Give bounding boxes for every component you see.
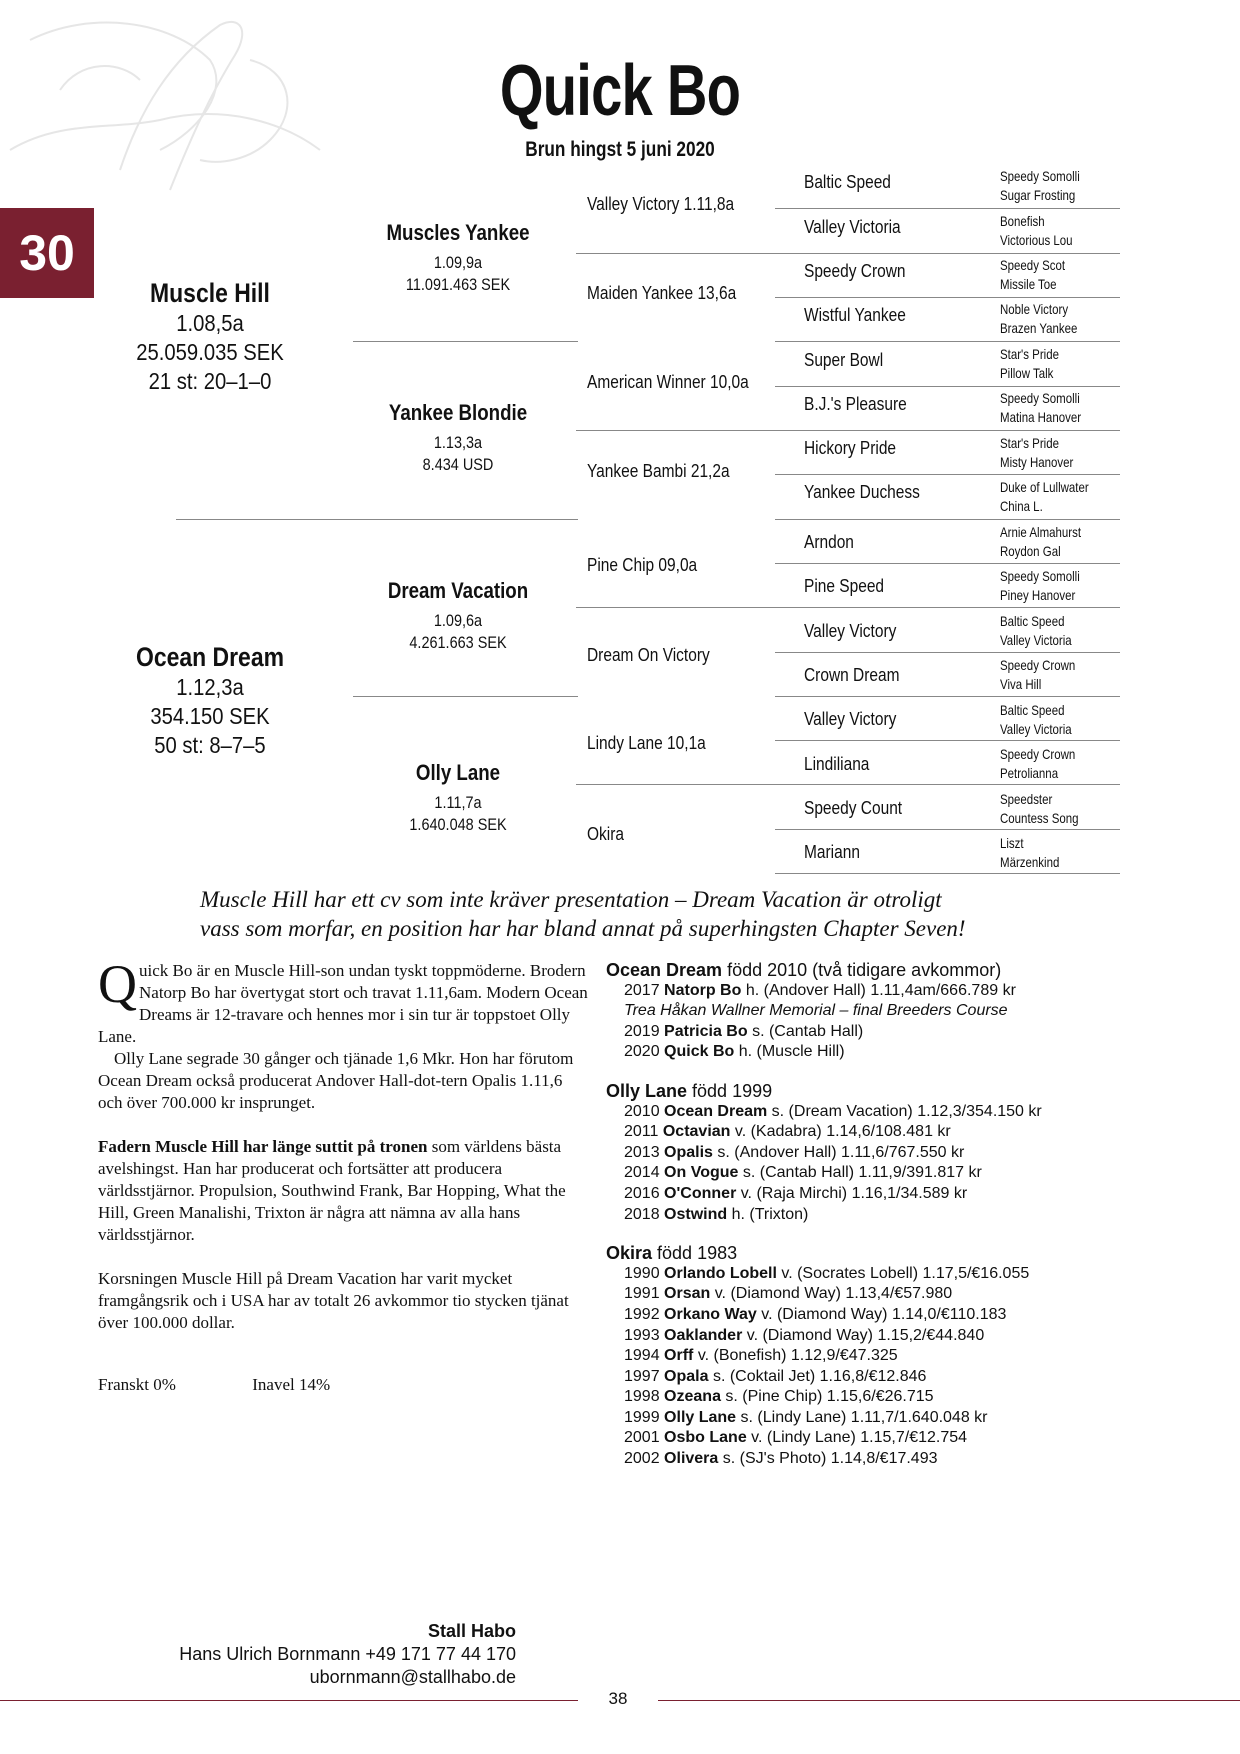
- offspring-row: 1993 Oaklander v. (Diamond Way) 1.15,2/€44.840: [624, 1326, 985, 1344]
- pedigree-gen5-pair: Star's Pride Pillow Talk: [1000, 346, 1059, 381]
- offspring-row: 1994 Orff v. (Bonefish) 1.12,9/€47.325: [624, 1347, 898, 1365]
- pedigree-gen5-pair: Speedy Crown Petrolianna: [1000, 746, 1076, 781]
- divider-gen4: [775, 208, 1120, 209]
- offspring-row: 1990 Orlando Lobell v. (Socrates Lobell) 1.17,5/€16.055: [624, 1264, 1030, 1282]
- pedigree-gen2-item: Olly Lane 1.11,7a 1.640.048 SEK: [409, 760, 507, 834]
- divider-gen3: [576, 430, 775, 431]
- sire-record: 21 st: 20–1–0: [148, 368, 272, 394]
- pedigree-gen5-pair: Star's Pride Misty Hanover: [1000, 435, 1074, 470]
- pedigree-gen5-pair: Speedy Somolli Sugar Frosting: [1000, 168, 1080, 203]
- divider-gen4: [775, 474, 1120, 475]
- divider-gen2: [353, 696, 578, 697]
- pedigree-gen4-item: Valley Victoria: [804, 217, 901, 237]
- pedigree-gen4-item: Speedy Crown: [804, 261, 906, 281]
- divider-gen4: [775, 784, 1120, 785]
- offspring-row: 2019 Patricia Bo s. (Cantab Hall): [624, 1022, 864, 1040]
- divider-gen4: [775, 297, 1120, 298]
- divider-gen4: [775, 696, 1120, 697]
- divider-gen4: [775, 519, 1120, 520]
- offspring-row: 2018 Ostwind h. (Trixton): [624, 1205, 809, 1223]
- dam-record: [606, 960, 1126, 1063]
- footer-rule: [0, 1700, 578, 1701]
- pedigree-gen5-pair: Bonefish Victorious Lou: [1000, 213, 1073, 248]
- divider-gen4: [775, 341, 1120, 342]
- inbreeding-percentage: Inavel 14%: [252, 1375, 331, 1394]
- pedigree-gen2-item: Muscles Yankee 1.09,9a 11.091.463 SEK: [386, 220, 530, 294]
- offspring-row: 1992 Orkano Way v. (Diamond Way) 1.14,0/€110.183: [624, 1305, 1007, 1323]
- pedigree-gen5-pair: Noble Victory Brazen Yankee: [1000, 301, 1078, 336]
- offspring-row: 2020 Quick Bo h. (Muscle Hill): [624, 1043, 845, 1061]
- pedigree-gen3-item: Okira: [587, 824, 624, 844]
- divider-gen4: [775, 253, 1120, 254]
- pedigree-gen3-item: Valley Victory 1.11,8a: [587, 194, 735, 214]
- french-percentage: Franskt 0%: [98, 1375, 176, 1394]
- pedigree-gen4-item: B.J.'s Pleasure: [804, 394, 907, 414]
- horse-description: Brun hingst 5 juni 2020: [525, 138, 715, 161]
- offspring-row: 2014 On Vogue s. (Cantab Hall) 1.11,9/391.817 kr: [624, 1164, 982, 1182]
- offspring-row: 2002 Olivera s. (SJ's Photo) 1.14,8/€17.493: [624, 1450, 938, 1468]
- sire-block: [90, 278, 330, 396]
- dam-records: [606, 960, 1126, 1488]
- dam-heading: Olly Lane född 1999: [606, 1080, 773, 1101]
- pedigree-gen4-item: Speedy Count: [804, 798, 903, 818]
- pedigree-gen5-pair: Baltic Speed Valley Victoria: [1000, 613, 1072, 648]
- pedigree-gen5-pair: Baltic Speed Valley Victoria: [1000, 702, 1072, 737]
- pedigree-gen3-item: Yankee Bambi 21,2a: [587, 461, 730, 481]
- pedigree-gen4-item: Super Bowl: [804, 350, 884, 370]
- pedigree-gen5-pair: Liszt Märzenkind: [1000, 835, 1060, 870]
- lot-number-badge: 30: [0, 208, 94, 298]
- dam-record: [606, 1081, 1126, 1225]
- dam-record: [606, 1243, 1126, 1470]
- divider-gen4: [775, 873, 1120, 874]
- pedigree-gen4-item: Hickory Pride: [804, 438, 897, 458]
- footer-rule: [658, 1700, 1240, 1701]
- divider-gen2: [353, 341, 578, 342]
- pedigree-gen5-pair: Arnie Almahurst Roydon Gal: [1000, 524, 1082, 559]
- pedigree-gen4-item: Crown Dream: [804, 665, 900, 685]
- offspring-row: 2017 Natorp Bo h. (Andover Hall) 1.11,4am/666.789 kr: [624, 981, 1016, 999]
- pedigree-gen5-pair: Duke of Lullwater China L.: [1000, 479, 1089, 514]
- pedigree-gen4-item: Yankee Duchess: [804, 482, 920, 502]
- offspring-note: Trea Håkan Wallner Memorial – final Breeders Course: [624, 1002, 1008, 1020]
- pedigree-gen5-pair: Speedy Crown Viva Hill: [1000, 657, 1076, 692]
- dam-heading: Okira född 1983: [606, 1243, 738, 1264]
- divider-gen4: [775, 740, 1120, 741]
- divider-gen4: [775, 563, 1120, 564]
- sire-name: Muscle Hill: [150, 278, 270, 308]
- divider-gen4: [775, 386, 1120, 387]
- paragraph: Fadern Muscle Hill har länge suttit på tronen som världens bästa avelshingst. Han har producerat och fortsätter att producera världsstjärnor. Propulsion, Southwind Frank, Bar Hopping, What the Hill, Green Manalishi, Trixton är några att nämna av alla hans världsstjärnor.: [98, 1137, 566, 1244]
- pedigree-gen4-item: Wistful Yankee: [804, 305, 906, 325]
- offspring-row: 2013 Opalis s. (Andover Hall) 1.11,6/767.550 kr: [624, 1143, 965, 1161]
- pedigree-gen4-item: Lindiliana: [804, 754, 870, 774]
- dam-earnings: 354.150 SEK: [150, 703, 270, 729]
- pedigree-gen4-item: Baltic Speed: [804, 172, 891, 192]
- offspring-row: 1999 Olly Lane s. (Lindy Lane) 1.11,7/1.640.048 kr: [624, 1408, 988, 1426]
- contact-email[interactable]: ubornmann@stallhabo.de: [309, 1667, 516, 1687]
- breeding-stats: [98, 1375, 330, 1395]
- pedigree-gen3-item: American Winner 10,0a: [587, 372, 749, 392]
- pedigree-gen5-pair: Speedy Scot Missile Toe: [1000, 257, 1066, 292]
- pull-quote: Muscle Hill har ett cv som inte kräver presentation – Dream Vacation är otroligt vass som morfar, en position har har bland annat på superhingsten Chapter Seven!: [200, 887, 966, 941]
- pedigree-gen4-item: Valley Victory: [804, 709, 897, 729]
- page-number: 38: [608, 1689, 628, 1708]
- contact-block: [100, 1620, 516, 1689]
- dam-block: [90, 642, 330, 760]
- divider-gen4: [775, 607, 1120, 608]
- offspring-row: 2010 Ocean Dream s. (Dream Vacation) 1.12,3/354.150 kr: [624, 1102, 1042, 1120]
- dam-name: Ocean Dream: [136, 642, 284, 672]
- pedigree-gen4-item: Pine Speed: [804, 576, 885, 596]
- sire-time: 1.08,5a: [176, 310, 244, 336]
- divider-gen4: [775, 430, 1120, 431]
- dam-time: 1.12,3a: [176, 674, 244, 700]
- pedigree-gen5-pair: Speedy Somolli Matina Hanover: [1000, 390, 1082, 425]
- offspring-row: 2016 O'Conner v. (Raja Mirchi) 1.16,1/34.589 kr: [624, 1184, 968, 1202]
- divider-gen3: [576, 607, 775, 608]
- drop-cap: Q: [98, 954, 137, 1014]
- offspring-row: 1998 Ozeana s. (Pine Chip) 1.15,6/€26.715: [624, 1388, 934, 1406]
- paragraph: Quick Bo är en Muscle Hill-son undan tyskt toppmöderne. Brodern Natorp Bo har övertygat stort och travat 1.11,6am. Modern Ocean Dreams är 12-travare och hennes mor i sin tur är toppstoet Olly Lane.: [98, 954, 588, 1046]
- pedigree-gen3-item: Pine Chip 09,0a: [587, 555, 698, 575]
- paragraph: Olly Lane segrade 30 gånger och tjänade 1,6 Mkr. Hon har förutom Ocean Dream också producerat Andover Hall-dot-tern Opalis 1.11,6 och över 700.000 kr insprunget.: [98, 1049, 574, 1112]
- divider-gen4: [775, 652, 1120, 653]
- pedigree-gen2-item: Dream Vacation 1.09,6a 4.261.663 SEK: [387, 578, 529, 652]
- paragraph: Korsningen Muscle Hill på Dream Vacation har varit mycket framgångsrik och i USA har av totalt 26 avkommor tio stycken tjänat över 100.000 dollar.: [98, 1269, 569, 1332]
- pedigree-gen4-item: Arndon: [804, 532, 854, 552]
- pedigree-gen2-item: Yankee Blondie 1.13,3a 8.434 USD: [388, 400, 528, 474]
- dam-heading: Ocean Dream född 2010 (två tidigare avkommor): [606, 960, 1002, 980]
- dam-record: 50 st: 8–7–5: [154, 732, 266, 758]
- pedigree-gen5-pair: Speedster Countess Song: [1000, 791, 1079, 826]
- sire-earnings: 25.059.035 SEK: [136, 339, 284, 365]
- pedigree-gen5-pair: Speedy Somolli Piney Hanover: [1000, 568, 1080, 603]
- divider-gen3: [576, 784, 775, 785]
- divider-gen1: [176, 519, 578, 520]
- divider-gen3: [576, 253, 775, 254]
- pedigree-gen3-item: Dream On Victory: [587, 645, 710, 665]
- description-text: [98, 954, 588, 1334]
- pedigree-gen3-item: Maiden Yankee 13,6a: [587, 283, 737, 303]
- page-title: Quick Bo: [499, 51, 741, 131]
- pedigree-gen4-item: Valley Victory: [804, 621, 897, 641]
- divider-gen4: [775, 829, 1120, 830]
- offspring-row: 2011 Octavian v. (Kadabra) 1.14,6/108.481 kr: [624, 1123, 951, 1141]
- contact-phone: Hans Ulrich Bornmann +49 171 77 44 170: [179, 1644, 516, 1664]
- offspring-row: 1997 Opala s. (Coktail Jet) 1.16,8/€12.846: [624, 1367, 927, 1385]
- pedigree-gen3-item: Lindy Lane 10,1a: [587, 733, 706, 753]
- stable-name: Stall Habo: [427, 1621, 516, 1641]
- offspring-row: 2001 Osbo Lane v. (Lindy Lane) 1.15,7/€12.754: [624, 1429, 968, 1447]
- pedigree-gen4-item: Mariann: [804, 842, 860, 862]
- offspring-row: 1991 Orsan v. (Diamond Way) 1.13,4/€57.980: [624, 1285, 953, 1303]
